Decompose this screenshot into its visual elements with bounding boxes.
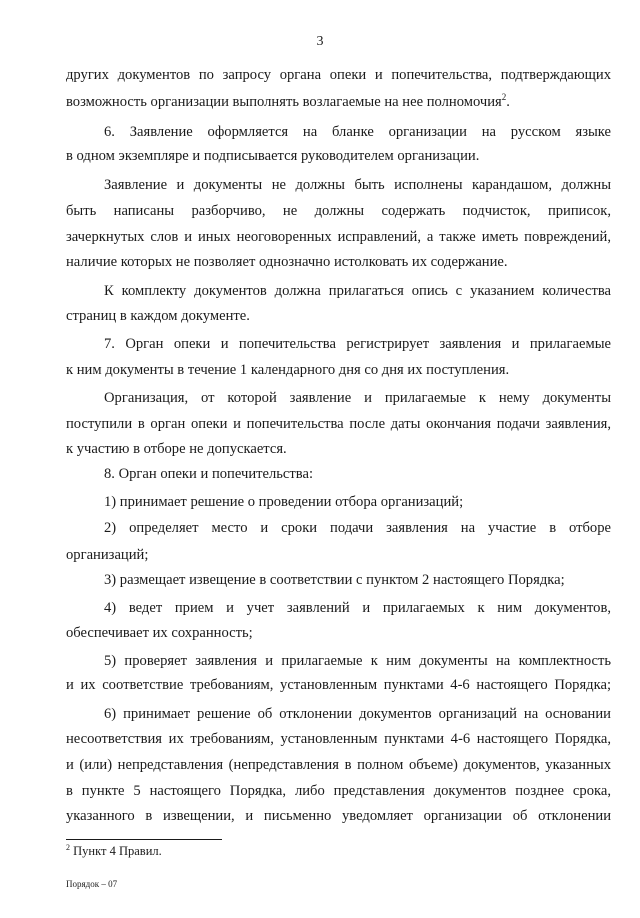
text-line-content: быть написаны разборчиво, не должны содержать подчисток, приписок,: [66, 203, 611, 219]
text-line-content: 8. Орган опеки и попечительства:: [104, 466, 314, 482]
text-line: [66, 93, 611, 111]
text-line-content: обеспечивает их сохранность;: [66, 625, 253, 641]
page-number: 3: [316, 34, 324, 49]
text-line-content: 1) принимает решение о проведении отбора организаций;: [104, 494, 464, 510]
text-line: [66, 440, 611, 458]
text-line-content: несоответствия их требованиям, установленным пунктами 4-6 настоящего Порядка,: [66, 731, 611, 747]
text-line-content: К комплекту документов должна прилагаться опись с указанием количества: [104, 283, 611, 299]
line-tail: .: [506, 94, 510, 110]
text-line-content: 2) определяет место и сроки подачи заявления на участие в отборе: [104, 520, 611, 536]
text-line: [66, 307, 611, 325]
text-line-content: организаций;: [66, 547, 149, 563]
text-line: [104, 519, 611, 537]
text-line: [66, 624, 611, 642]
text-line: [104, 123, 611, 141]
text-line-content: Организация, от которой заявление и прилагаемые к нему документы: [104, 390, 611, 406]
text-line: [104, 335, 611, 353]
text-line-content: 5) проверяет заявления и прилагаемые к ним документы на комплектность: [104, 653, 611, 669]
text-line-content: наличие которых не позволяет однозначно истолковать их содержание.: [66, 254, 508, 270]
text-line: [66, 730, 611, 748]
text-line: [66, 546, 611, 564]
footnote-reference: 2: [501, 92, 507, 103]
text-line-content: других документов по запросу органа опеки и попечительства, подтверждающих: [66, 67, 611, 83]
document-code: Порядок – 07: [66, 879, 118, 889]
text-line: [66, 202, 611, 220]
text-line-content: и их соответствие требованиям, установленным пунктами 4-6 настоящего Порядка;: [66, 677, 611, 693]
text-line-content: 4) ведет прием и учет заявлений и прилагаемых к ним документов,: [104, 600, 611, 616]
text-line: [104, 705, 611, 723]
text-line-content: 3) размещает извещение в соответствии с пунктом 2 настоящего Порядка;: [104, 572, 565, 588]
text-line-content: в одном экземпляре и подписывается руководителем организации.: [66, 148, 480, 164]
text-line-content: Заявление и документы не должны быть исполнены карандашом, должны: [104, 177, 611, 193]
text-line-content: возможность организации выполнять возлагаемые на нее полномочия: [66, 94, 502, 110]
text-line: [104, 652, 611, 670]
text-line: [104, 176, 611, 194]
text-line: [66, 415, 611, 433]
text-line-content: страниц в каждом документе.: [66, 308, 250, 324]
text-line-content: в пункте 5 настоящего Порядка, либо представления документов позднее срока,: [66, 783, 611, 799]
text-line: [104, 282, 611, 300]
text-line-content: поступили в орган опеки и попечительства после даты окончания подачи заявления,: [66, 416, 611, 432]
text-line: [66, 228, 611, 246]
text-line: [66, 361, 611, 379]
text-line: [66, 756, 611, 774]
text-line-content: 6) принимает решение об отклонении документов организаций на основании: [104, 706, 611, 722]
text-line-content: зачеркнутых слов и иных неоговоренных исправлений, а также иметь повреждений,: [66, 229, 611, 245]
text-line: [66, 66, 611, 84]
text-line: [66, 253, 611, 271]
text-line: [104, 571, 611, 589]
text-line-content: 6. Заявление оформляется на бланке организации на русском языке: [104, 124, 611, 140]
text-line: [104, 389, 611, 407]
footnote-text: Пункт 4 Правил.: [70, 844, 162, 858]
text-line: [104, 599, 611, 617]
text-line-content: 7. Орган опеки и попечительства регистрирует заявления и прилагаемые: [104, 336, 611, 352]
text-line: [66, 807, 611, 825]
footnote-marker: 2: [66, 842, 70, 852]
text-line: [104, 493, 611, 511]
text-line-content: к ним документы в течение 1 календарного дня со дня их поступления.: [66, 362, 510, 378]
text-line-content: указанного в извещении, и письменно уведомляет организации об отклонении: [66, 808, 611, 824]
text-line: [66, 676, 611, 694]
text-line-content: и (или) непредставления (непредставления в полном объеме) документов, указанных: [66, 757, 611, 773]
text-line: [66, 782, 611, 800]
footnote-separator: [66, 839, 222, 840]
text-line-content: к участию в отборе не допускается.: [66, 441, 287, 457]
footnote: [66, 844, 162, 859]
text-line: [66, 147, 611, 165]
text-line: [104, 465, 611, 483]
